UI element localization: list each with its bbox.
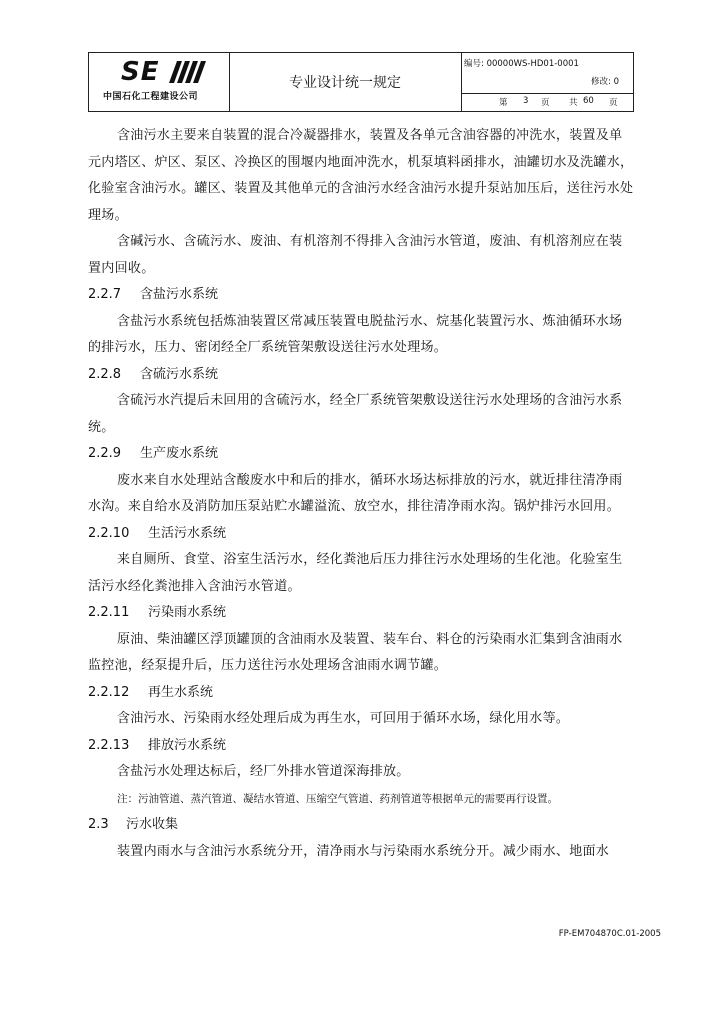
section-heading xyxy=(88,282,634,309)
document-code: 编号: 00000WS-HD01-0001 xyxy=(464,59,579,69)
paragraph: 含盐污水系统包括炼油装置区常减压装置电脱盐污水、烷基化装置污水、炼油循环水场的排污水，压力、密闭经全厂系统管架敷设送往污水处理场。 xyxy=(88,313,623,355)
document-meta xyxy=(461,53,633,111)
section-number: 2.2.13 xyxy=(88,737,130,753)
section-title: 再生水系统 xyxy=(148,684,214,700)
page-number: 3 xyxy=(523,96,529,106)
total-unit: 页 xyxy=(609,98,618,108)
section-title: 生产废水系统 xyxy=(140,446,219,461)
total-pages: 60 xyxy=(583,96,594,106)
section-number: 2.2.7 xyxy=(88,287,122,302)
page-unit: 页 xyxy=(541,98,550,108)
section-number: 2.2.10 xyxy=(88,525,130,541)
section-heading xyxy=(88,812,634,839)
paragraph: 含油污水主要来自装置的混合冷凝器排水，装置及各单元含油容器的冲洗水，装置及单元内塔区、炉区、泵区、冷换区的围堰内地面冲洗水，机泵填料函排水，油罐切水及洗罐水，化验室含油污水。罐区、装置及其他单元的含油污水经含油污水提升泵站加压后，送往污水处理场。 xyxy=(88,128,634,223)
section-title: 含盐污水系统 xyxy=(140,287,219,302)
form-number: FP-EM704870C.01-2005 xyxy=(558,929,661,939)
document-header xyxy=(88,52,634,112)
section-heading xyxy=(88,733,634,760)
company-name: 中国石化工程建设公司 xyxy=(103,92,199,102)
paragraph: 含盐污水处理达标后，经厂外排水管道深海排放。 xyxy=(117,764,410,779)
section-number: 2.2.9 xyxy=(88,446,122,461)
section-heading xyxy=(88,441,634,468)
section-heading xyxy=(88,680,634,707)
page-prefix: 第 xyxy=(499,98,508,108)
page-info xyxy=(461,94,633,111)
section-number: 2.3 xyxy=(88,817,109,832)
revision-number: 修改: 0 xyxy=(591,77,619,87)
section-title: 污水收集 xyxy=(126,817,179,832)
total-prefix: 共 xyxy=(569,98,578,108)
paragraph: 原油、柴油罐区浮顶罐顶的含油雨水及装置、装车台、料仓的污染雨水汇集到含油雨水监控池，经泵提升后，压力送往污水处理场含油雨水调节罐。 xyxy=(88,631,623,673)
paragraph: 来自厕所、食堂、浴室生活污水，经化粪池后压力排往污水处理场的生化池。化验室生活污水经化粪池排入含油污水管道。 xyxy=(88,552,623,594)
document-title: 专业设计统一规定 xyxy=(229,53,462,111)
section-heading xyxy=(88,362,634,389)
logo-slashes-icon xyxy=(169,61,209,83)
paragraph: 含油污水、污染雨水经处理后成为再生水，可回用于循环水场，绿化用水等。 xyxy=(117,711,570,726)
section-number: 2.2.11 xyxy=(88,605,130,620)
section-heading xyxy=(88,600,634,627)
section-title: 排放污水系统 xyxy=(148,737,227,753)
paragraph: 含碱污水、含硫污水、废油、有机溶剂不得排入含油污水管道，废油、有机溶剂应在装置内回收。 xyxy=(88,234,623,276)
section-number: 2.2.8 xyxy=(88,366,122,382)
section-title: 生活污水系统 xyxy=(148,525,227,541)
document-body xyxy=(88,123,634,865)
section-title: 含硫污水系统 xyxy=(140,366,219,382)
section-number: 2.2.12 xyxy=(88,684,130,700)
section-heading xyxy=(88,521,634,548)
logo-se: SE xyxy=(121,57,160,87)
section-title: 污染雨水系统 xyxy=(148,605,227,620)
note: 注：污油管道、蒸汽管道、凝结水管道、压缩空气管道、药剂管道等根据单元的需要再行设置。 xyxy=(117,792,558,805)
paragraph: 装置内雨水与含油污水系统分开，清净雨水与污染雨水系统分开。减少雨水、地面水 xyxy=(117,843,610,859)
company-logo xyxy=(89,53,230,111)
paragraph: 含硫污水汽提后未回用的含硫污水，经全厂系统管架敷设送往污水处理场的含油污水系统。 xyxy=(88,393,623,435)
paragraph: 废水来自水处理站含酸废水中和后的排水，循环水场达标排放的污水，就近排往清净雨水沟。来自给水及消防加压泵站贮水罐溢流、放空水，排往清净雨水沟。锅炉排污水回用。 xyxy=(88,472,623,514)
